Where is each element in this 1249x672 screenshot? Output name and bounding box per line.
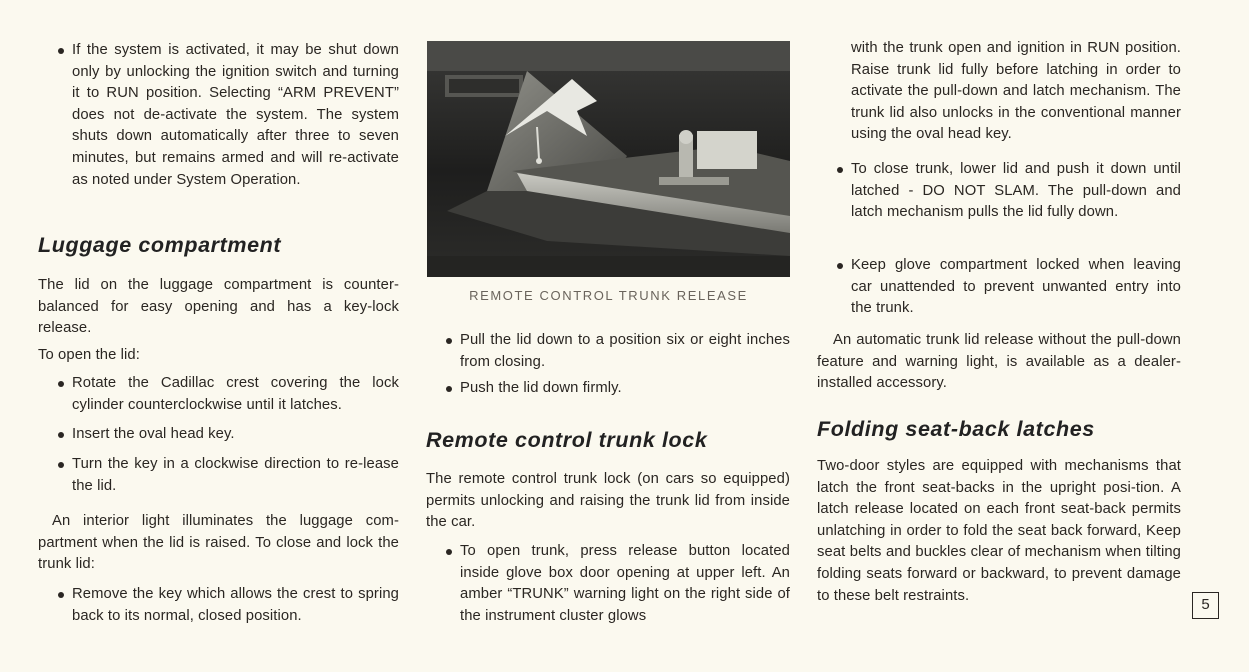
paragraph-continued: with the trunk open and ignition in RUN position. Raise trunk lid fully before latching in order to activate the pull-down and latch mechanism. The trunk lid also unlocks in the conventional manner using the oval head key. — [851, 40, 1181, 143]
photo-caption: REMOTE CONTROL TRUNK RELEASE — [469, 288, 748, 303]
bullet-open-trunk: To open trunk, press release button located inside glove box door opening at upper left. An amber “TRUNK” warning light on the right side of the instrument cluster glows — [426, 541, 790, 627]
bullet-push-lid: Push the lid down firmly. — [426, 378, 790, 400]
heading-remote-control-trunk-lock: Remote control trunk lock — [426, 428, 708, 452]
heading-luggage-compartment: Luggage compartment — [38, 233, 282, 257]
page-number: 5 — [1192, 592, 1219, 619]
heading-folding-seat-back-latches: Folding seat-back latches — [817, 417, 1095, 441]
paragraph-folding-seat-back: Two-door styles are equipped with mechanisms that latch the front seat-backs in the upright posi-tion. A latch release located on each front seat-back permits unlatching in order to fold the seat back forward, Keep seat belts and buckles clear of mechanism when tilting folding seats forward or backward, to prevent damage to these belt restraints. — [817, 458, 1181, 604]
bullet-rotate-crest: Rotate the Cadillac crest covering the lock cylinder counterclockwise until it latches. — [38, 373, 399, 416]
bullet-pull-lid: Pull the lid down to a position six or eight inches from closing. — [426, 330, 790, 373]
paragraph-lid-counterbalanced: The lid on the luggage compartment is counter-balanced for easy opening and has a key-lock release. — [38, 277, 399, 337]
bullet-glove-compartment: Keep glove compartment locked when leaving car unattended to prevent unwanted entry into the trunk. — [817, 255, 1181, 320]
paragraph-remote-lock: The remote control trunk lock (on cars so equipped) permits unlocking and raising the trunk lid from inside the car. — [426, 471, 790, 531]
bullet-remove-key: Remove the key which allows the crest to spring back to its normal, closed position. — [38, 584, 399, 627]
paragraph-to-open: To open the lid: — [38, 347, 140, 363]
paragraph-automatic-release: An automatic trunk lid release without the pull-down feature and warning light, is available as a dealer-installed accessory. — [817, 332, 1181, 392]
bullet-close-trunk: To close trunk, lower lid and push it down until latched - DO NOT SLAM. The pull-down and latch mechanism pulls the lid fully down. — [817, 159, 1181, 224]
bullet-turn-key: Turn the key in a clockwise direction to re-lease the lid. — [38, 454, 399, 497]
paragraph-interior-light: An interior light illuminates the luggage com-partment when the lid is raised. To close and lock the trunk lid: — [38, 513, 399, 573]
bullet-insert-key: Insert the oval head key. — [38, 424, 399, 446]
bullet-system-shutdown: If the system is activated, it may be shut down only by unlocking the ignition switch and turning it to RUN position. Selecting “ARM PREVENT” does not de-activate the system. The system shuts down automatically after three to seven minutes, but remains armed and will re-activate as noted under System Operation. — [38, 40, 399, 191]
trunk-release-photo-image — [427, 41, 790, 277]
trunk-release-photo — [427, 41, 790, 277]
